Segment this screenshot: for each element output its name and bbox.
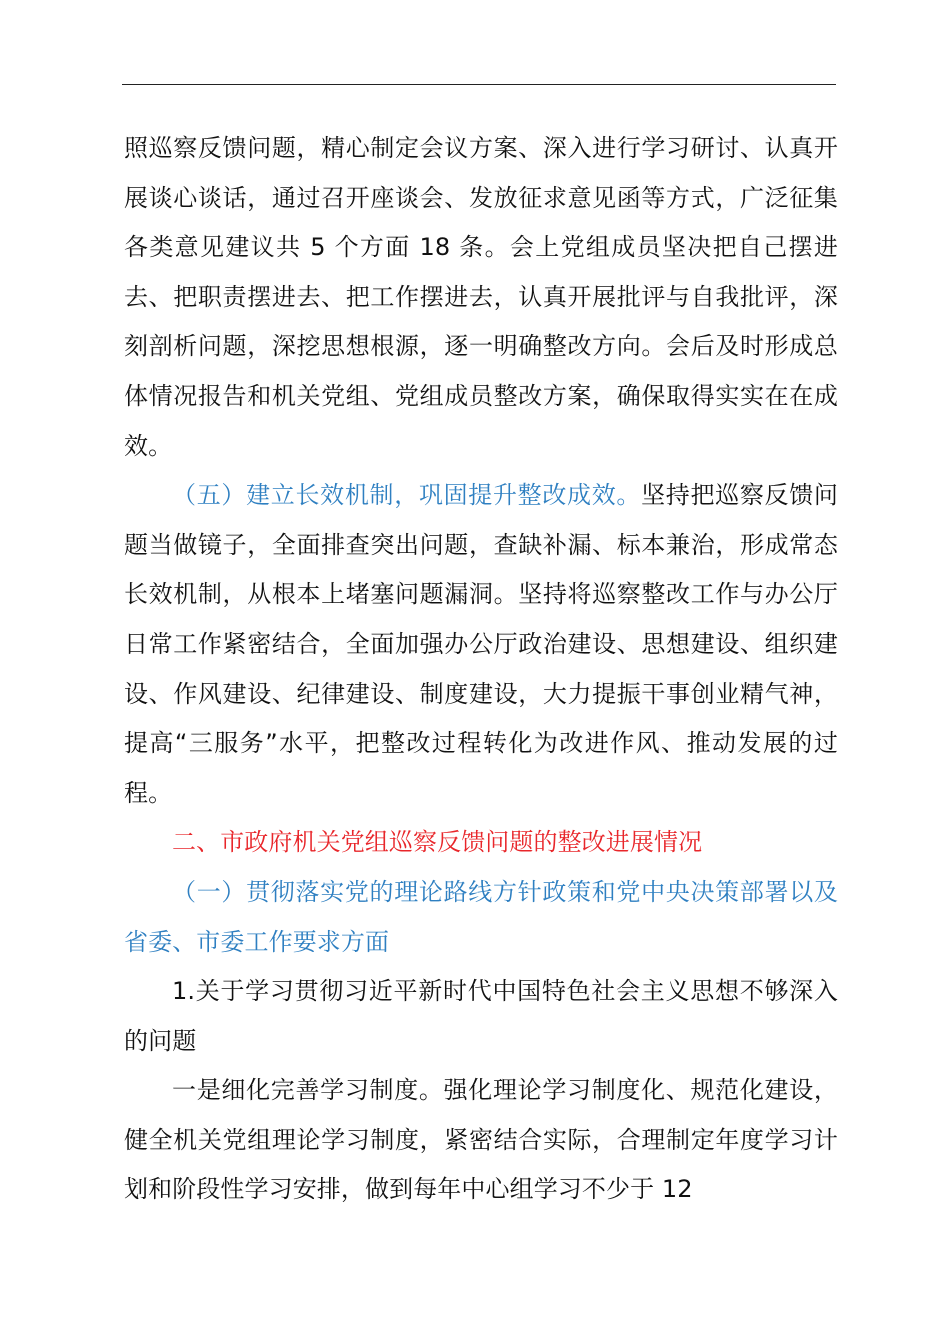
document-body: [124, 124, 838, 1215]
item-body: 一是细化完善学习制度。强化理论学习制度化、规范化建设，健全机关党组理论学习制度，紧密结合实际，合理制定年度学习计划和阶段性学习安排，做到每年中心组学习不少于 12: [124, 1076, 838, 1204]
paragraph-continuation: 照巡察反馈问题，精心制定会议方案、深入进行学习研讨、认真开展谈心谈话，通过召开座谈会、发放征求意见函等方式，广泛征集各类意见建议共 5 个方面 18 条。会上党组成员坚决把自己摆进去、把职责摆进去、把工作摆进去，认真开展批评与自我批评，深刻剖析问题，深挖思想根源，逐一明确整改方向。会后及时形成总体情况报告和机关党组、党组成员整改方案，确保取得实实在在成效。: [124, 134, 838, 460]
paragraph-five-body: 坚持把巡察反馈问题当做镜子，全面排查突出问题，查缺补漏、标本兼治，形成常态长效机制，从根本上堵塞问题漏洞。坚持将巡察整改工作与办公厅日常工作紧密结合，全面加强办公厅政治建设、思想建设、组织建设、作风建设、纪律建设、制度建设，大力提振干事创业精气神，提高“三服务”水平，把整改过程转化为改进作风、推动发展的过程。: [124, 481, 838, 807]
paragraph-five: [124, 471, 838, 818]
header-rule: [122, 84, 836, 85]
item-title: 1.关于学习贯彻习近平新时代中国特色社会主义思想不够深入的问题: [124, 977, 838, 1055]
section-heading: 二、市政府机关党组巡察反馈问题的整改进展情况: [172, 828, 703, 857]
subsection-heading: （一）贯彻落实党的理论路线方针政策和党中央决策部署以及省委、市委工作要求方面: [124, 877, 838, 956]
subheading-five: （五）建立长效机制，巩固提升整改成效。: [172, 481, 642, 510]
